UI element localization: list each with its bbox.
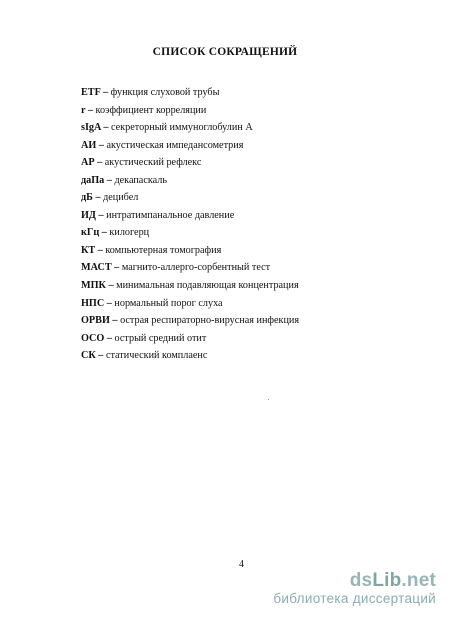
page-number: 4 [239, 559, 244, 570]
abbreviation-list [81, 84, 299, 365]
abbreviation: АИ [81, 139, 97, 151]
definition: нормальный порог слуха [114, 297, 223, 309]
dash: – [104, 174, 115, 186]
abbreviation: НПС [81, 297, 105, 309]
dash: – [111, 262, 122, 274]
list-item [81, 154, 299, 172]
dash: – [105, 280, 117, 292]
definition: акустическая импедансометрия [106, 139, 244, 151]
dash: – [95, 209, 107, 221]
abbreviation: АР [81, 157, 95, 169]
list-item [81, 312, 299, 330]
dash: – [94, 157, 105, 169]
watermark-logo [273, 571, 436, 591]
abbreviation: КТ [81, 244, 96, 256]
list-item [81, 277, 299, 295]
dash: – [104, 297, 115, 309]
abbreviation: МАСТ [81, 262, 112, 274]
abbreviation: sIgA [81, 122, 101, 134]
dash: – [109, 315, 121, 327]
list-item [81, 242, 299, 260]
definition: острая респираторно-вирусная инфекция [120, 315, 300, 327]
dash: – [92, 192, 104, 204]
abbreviation: дБ [81, 192, 93, 204]
definition: коэффициент корреляции [95, 104, 207, 116]
abbreviation: ОРВИ [81, 315, 110, 327]
page-title: СПИСОК СОКРАЩЕНИЙ [152, 46, 298, 58]
definition: магнито-аллерго-сорбентный тест [121, 262, 271, 274]
definition: интратимпанальное давление [106, 209, 235, 221]
definition: децибел [103, 192, 139, 204]
list-item [81, 347, 299, 365]
definition: килогерц [109, 227, 150, 239]
watermark-tagline: библиотека диссертаций [273, 591, 436, 606]
dash: – [95, 350, 106, 362]
dash: – [95, 244, 106, 256]
dash: – [100, 87, 111, 98]
dash: – [100, 122, 112, 134]
list-item [81, 137, 299, 155]
scan-speck [268, 399, 269, 400]
abbreviation: ОСО [81, 332, 105, 344]
list-item [81, 224, 299, 242]
abbreviation: ИД [81, 209, 96, 221]
watermark-logo-lib: Lib [372, 570, 402, 591]
definition: акустический рефлекс [104, 157, 202, 169]
dash: – [85, 104, 96, 116]
abbreviation: кГц [81, 227, 100, 239]
list-item [81, 119, 299, 137]
list-item [81, 172, 299, 190]
list-item [81, 295, 299, 313]
definition: минимальная подавляющая концентрация [116, 280, 299, 292]
definition: острый средний отит [114, 332, 207, 344]
list-item [81, 207, 299, 225]
definition: секреторный иммуноглобулин А [111, 122, 253, 134]
list-item [81, 189, 299, 207]
definition: статический комплаенс [105, 350, 208, 362]
abbreviation: СК [81, 350, 96, 362]
abbreviation: r [81, 104, 86, 116]
list-item [81, 102, 299, 120]
definition: декапаскаль [114, 174, 167, 186]
list-item [81, 84, 299, 102]
definition: компьютерная томография [105, 244, 222, 256]
watermark-logo-net: .net [401, 570, 436, 591]
watermark-logo-ds: ds [349, 570, 373, 591]
list-item [81, 259, 299, 277]
list-item [81, 330, 299, 348]
watermark [273, 571, 436, 607]
abbreviation: даПа [81, 174, 105, 186]
dash: – [96, 139, 107, 151]
abbreviation: ETF [81, 87, 101, 98]
dash: – [99, 227, 110, 239]
dash: – [104, 332, 115, 344]
definition: функция слуховой трубы [110, 87, 220, 98]
abbreviation: МПК [81, 280, 106, 292]
